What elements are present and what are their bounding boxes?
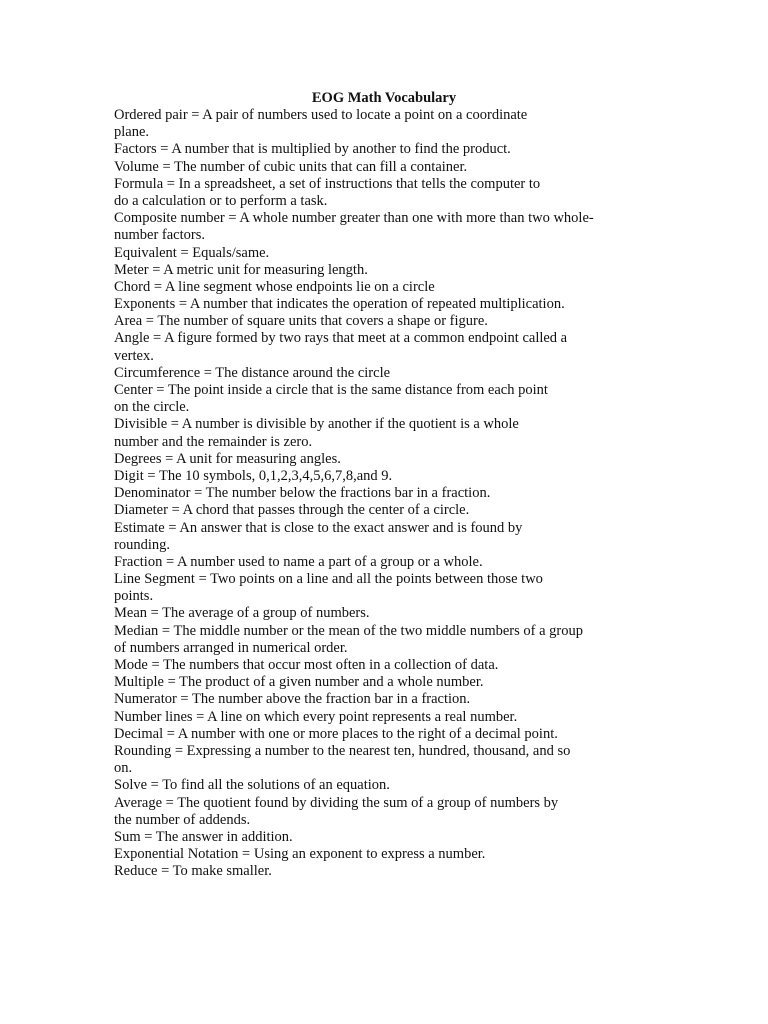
vocabulary-line: Number lines = A line on which every point represents a real number.	[114, 708, 518, 725]
vocabulary-line: Formula = In a spreadsheet, a set of instructions that tells the computer to	[114, 175, 541, 192]
vocabulary-line: Divisible = A number is divisible by another if the quotient is a whole	[114, 416, 519, 433]
vocabulary-line: Diameter = A chord that passes through the center of a circle.	[114, 502, 470, 519]
vocabulary-line: Denominator = The number below the fractions bar in a fraction.	[114, 485, 491, 502]
vocabulary-list	[114, 107, 634, 880]
vocabulary-line: Center = The point inside a circle that is the same distance from each point	[114, 382, 548, 398]
vocabulary-line: Fraction = A number used to name a part of a group or a whole.	[114, 553, 483, 570]
vocabulary-line: Digit = The 10 symbols, 0,1,2,3,4,5,6,7,8,and 9.	[114, 467, 393, 484]
vocabulary-line: Mean = The average of a group of numbers.	[114, 605, 370, 622]
vocabulary-line: Mode = The numbers that occur most often in a collection of data.	[114, 657, 499, 673]
vocabulary-line: Factors = A number that is multiplied by another to find the product.	[114, 141, 511, 158]
vocabulary-line: Area = The number of square units that covers a shape or figure.	[114, 313, 488, 330]
vocabulary-line: Multiple = The product of a given number and a whole number.	[114, 674, 484, 691]
vocabulary-line: Meter = A metric unit for measuring length.	[114, 261, 368, 278]
vocabulary-line: Chord = A line segment whose endpoints lie on a circle	[114, 278, 435, 295]
vocabulary-line: Numerator = The number above the fraction bar in a fraction.	[114, 691, 471, 708]
vocabulary-line: Rounding = Expressing a number to the nearest ten, hundred, thousand, and so	[114, 742, 571, 759]
vocabulary-line: do a calculation or to perform a task.	[114, 192, 328, 209]
vocabulary-line: Composite number = A whole number greater than one with more than two whole-	[114, 210, 594, 227]
vocabulary-line: Reduce = To make smaller.	[114, 863, 272, 880]
vocabulary-line: Exponents = A number that indicates the operation of repeated multiplication.	[114, 296, 565, 313]
page-title: EOG Math Vocabulary	[311, 90, 457, 106]
vocabulary-line: Average = The quotient found by dividing the sum of a group of numbers by	[114, 794, 559, 811]
vocabulary-line: Solve = To find all the solutions of an equation.	[114, 777, 390, 794]
vocabulary-line: Angle = A figure formed by two rays that meet at a common endpoint called a	[114, 330, 568, 347]
vocabulary-line: on.	[114, 760, 133, 777]
vocabulary-line: Median = The middle number or the mean of the two middle numbers of a group	[114, 622, 583, 639]
vocabulary-line: Sum = The answer in addition.	[114, 828, 293, 845]
vocabulary-line: Circumference = The distance around the circle	[114, 364, 391, 381]
vocabulary-line: Volume = The number of cubic units that can fill a container.	[114, 158, 468, 175]
vocabulary-line: rounding.	[114, 536, 170, 553]
vocabulary-line: number and the remainder is zero.	[114, 433, 313, 450]
vocabulary-line: Exponential Notation = Using an exponent to express a number.	[114, 846, 486, 863]
vocabulary-line: plane.	[114, 124, 150, 141]
vocabulary-line: Ordered pair = A pair of numbers used to locate a point on a coordinate	[114, 107, 528, 123]
vocabulary-line: of numbers arranged in numerical order.	[114, 639, 348, 656]
vocabulary-line: number factors.	[114, 227, 205, 244]
vocabulary-line: points.	[114, 588, 154, 605]
vocabulary-line: Equivalent = Equals/same.	[114, 244, 270, 261]
vocabulary-line: Estimate = An answer that is close to the exact answer and is found by	[114, 519, 523, 536]
vocabulary-line: Decimal = A number with one or more places to the right of a decimal point.	[114, 725, 558, 742]
vocabulary-line: the number of addends.	[114, 811, 251, 828]
vocabulary-line: Line Segment = Two points on a line and all the points between those two	[114, 571, 543, 588]
vocabulary-line: on the circle.	[114, 399, 190, 416]
vocabulary-line: Degrees = A unit for measuring angles.	[114, 450, 341, 467]
vocabulary-line: vertex.	[114, 347, 154, 364]
